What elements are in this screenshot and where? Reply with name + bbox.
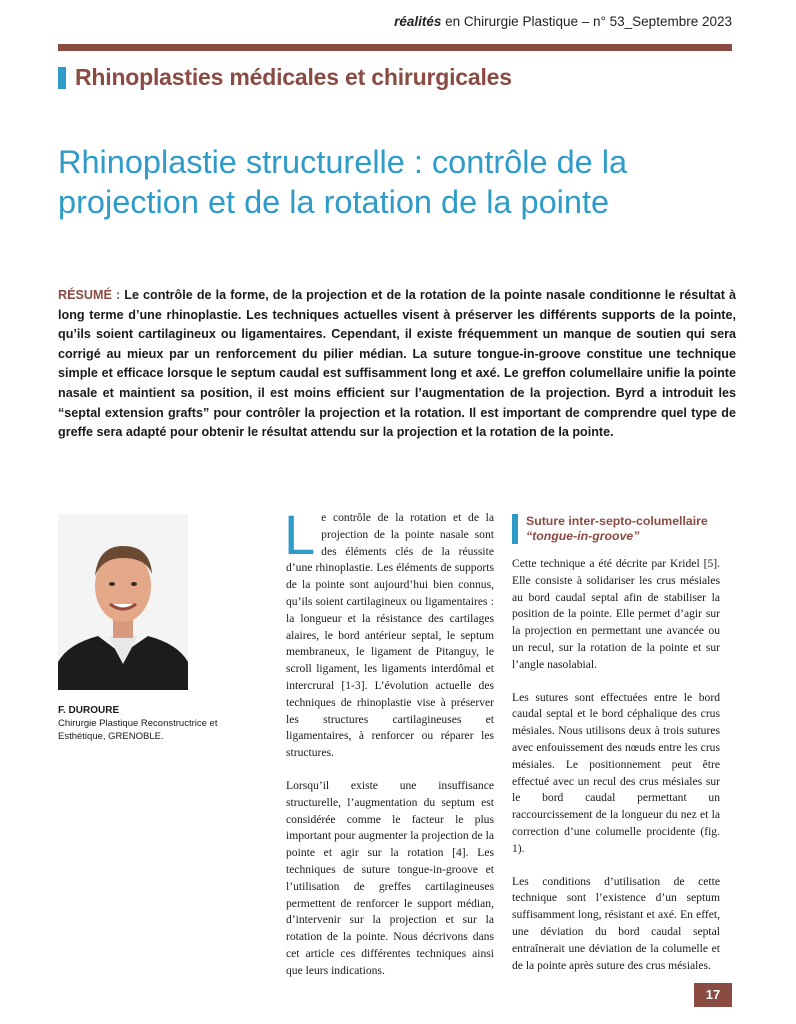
journal-name: réalités bbox=[394, 14, 442, 29]
text-column-2 bbox=[512, 556, 720, 990]
section-heading bbox=[58, 64, 512, 91]
paragraph: Cette technique a été décrite par Kridel [5]. Elle consiste à solidariser les crus mésiales au bord caudal septal afin de stabiliser la position de la pointe. Elle permet d’agir sur la projection en permettant une avancée ou un recul, sur la rotation de la pointe et sur l’angle nasolabial. bbox=[512, 557, 720, 671]
abstract-text: Le contrôle de la forme, de la projection et de la rotation de la pointe nasale conditionne le résultat à long terme d’une rhinoplastie. Les techniques actuelles visent à préserver les différents supports de la pointe, qu’ils soient cartilagineux ou ligamentaires. Cependant, il existe fréquemment un manque de soutien qui sera corrigé au mieux par un renforcement du pilier médian. La suture tongue-in-groove constitue une technique simple et efficace lorsque le septum caudal est suffisamment long et axé. Le greffon columellaire unifie la pointe nasale et maintient sa position, il est moins efficient sur l’augmentation de la projection. Byrd a introduit les “septal extension grafts” pour contrôler la projection et la rotation. Il est important de comprendre quel type de greffe sera adapté pour obtenir le résultat attendu sur la projection et la rotation de la pointe. bbox=[58, 288, 736, 440]
author-photo bbox=[58, 514, 188, 690]
subsection-title bbox=[526, 514, 708, 544]
paragraph: Les sutures sont effectuées entre le bord caudal septal et le bord céphalique des crus mésiales. Nous utilisons deux à trois sutures avec enfouissement des nœuds entre les crus mésiales. Le positionnement peut être effectué avec un recul des crus mésiales sur le bord caudal permettant un raccourcissement de la longueur du nez et la correction d’une columelle procidente (fig. 1). bbox=[512, 690, 720, 855]
paragraph: Les conditions d’utilisation de cette technique sont l’existence d’un septum suffisamment long, résistant et axé. En effet, une déviation du bord caudal septal entraînerait une déviation de la columelle et de la pointe après suture des crus mésiales. bbox=[512, 874, 720, 972]
text-column-1 bbox=[284, 503, 494, 996]
drop-cap: L bbox=[284, 503, 316, 566]
abstract bbox=[58, 286, 736, 443]
author-portrait-image bbox=[58, 514, 188, 690]
author-affiliation: Chirurgie Plastique Reconstructrice et Esthétique, GRENOBLE. bbox=[58, 718, 218, 742]
journal-header bbox=[394, 14, 732, 29]
subsection-marker bbox=[512, 514, 518, 544]
author-info bbox=[58, 704, 238, 743]
subsection-heading bbox=[512, 514, 722, 544]
paragraph: Lorsqu’il existe une insuffisance structurelle, l’augmentation du septum est considérée comme le facteur le plus important pour augmenter la projection de la pointe et agir sur la rotation [4]. Les techniques de suture tongue-in-groove et l’utilisation de greffes cartilagineuses permettent de renforcer le support médian, d’intervenir sur la projection et sur la rotation de la pointe. Nous décrivons dans cet article ces différentes techniques ainsi que leurs indications. bbox=[286, 778, 494, 977]
subsection-title-line1: Suture inter-septo-columellaire bbox=[526, 514, 708, 528]
section-marker bbox=[58, 67, 66, 89]
article-title: Rhinoplastie structurelle : contrôle de la projection et de la rotation de la pointe bbox=[58, 144, 628, 220]
abstract-label: RÉSUMÉ : bbox=[58, 288, 121, 302]
journal-issue: en Chirurgie Plastique – n° 53_Septembre 2023 bbox=[441, 14, 732, 29]
paragraph-text: e contrôle de la rotation et de la projection de la pointe nasale sont des éléments clés de la réussite d’une rhinoplastie. Les éléments de supports de la pointe sont aujourd’hui bien connus, qu’ils soient cartilagineux ou ligamentaires : la longueur et la résistance des cartilages alaires, le bord antérieur septal, le septum membraneux, le ligament de Pitanguy, le scroll ligament, les ligaments interdômal et intercrural [1-3]. L’évolution actuelle des techniques de rhinoplastie vise à préserver les structures cartilagineuses et ligamentaires, à renforcer ou réparer les structures. bbox=[286, 511, 494, 760]
section-title: Rhinoplasties médicales et chirurgicales bbox=[75, 64, 512, 90]
page-number: 17 bbox=[694, 983, 732, 1007]
subsection-title-line2: “tongue-in-groove” bbox=[526, 529, 640, 543]
header-rule bbox=[58, 44, 732, 51]
author-name: F. DUROURE bbox=[58, 705, 120, 716]
paragraph bbox=[284, 503, 494, 762]
